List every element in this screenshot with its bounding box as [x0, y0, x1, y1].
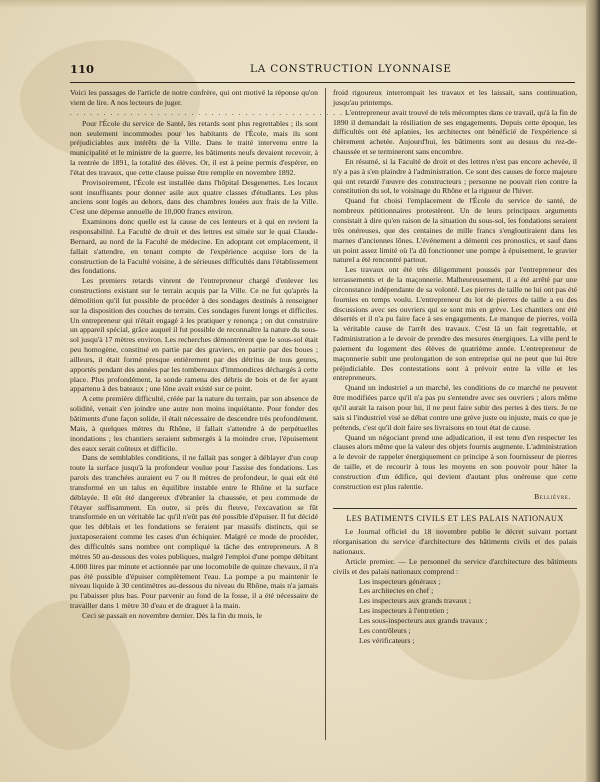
article-paragraph: L'entrepreneur avait trouvé de tels mécomptes dans ce travail, qu'à la fin de 1890 il demandait la résiliation de ses engagements. Depuis cette époque, les difficultés ont été aplanies, les architectes ont bénéficié de l'expérience si chèrement achetée. Aujourd'hui, les bâtiments sont au dessus du rez-de-chaussée et se termineront sans encombre.: [333, 107, 577, 157]
article-paragraph: Les travaux ont été très diligemment poussés par l'entrepreneur des terrassements et de la maçonnerie. Malheureusement, il a été arrêté par une circonstance indépendante de sa volonté. Les pierres de taille ne lui ont pas été fournies en temps voulu. L'entrepreneur du lot de pierres de taille a eu des discussions avec ses ouvriers qui se sont mis en grève. Les chantiers ont été désertés et il n'a pu faire face à ses engagements. Le manque de pierres, voilà la véritable cause de l'arrêt des travaux. C'est là un fait regrettable, et l'administration a le devoir de prendre des mesures énergiques. La ville perd le paiement du logement des élèves de quatrième année. L'entrepreneur de maçonnerie subit une prolongation de son entreprise qui ne peut que lui être préjudiciable. Des contestations sont à prévoir entre la ville et les entrepreneurs.: [333, 265, 577, 383]
article-paragraph: Quand un industriel a un marché, les conditions de ce marché ne peuvent être modifiées parce qu'il n'a pas pu s'entendre avec ses ouvriers ; alors même qu'il aurait la raison pour lui, il ne peut faire subir des pertes à des tiers. Je ne sais si l'industriel visé se débat contre une grève juste ou injuste, mais ce que je prétends, c'est qu'il doit faire ses livraisons en tout état de cause.: [333, 383, 577, 432]
author-signature: Bellièvre.: [534, 491, 571, 501]
article-paragraph: Les premiers retards vinrent de l'entrepreneur chargé d'enlever les constructions existant sur le terrain acquis par la Ville. Ce ne fut qu'après la démolition qu'il fut possible de procéder à des sondages destinés à renseigner sur la disposition des couches de terrain. Ces sondages furent longs et difficiles. Un entrepreneur qui n'était engagé à les pratiquer y renonça ; on dut construire un appareil spécial, grâce auquel il fut possible de reconnaître la nature du sous-sol jusqu'à 17 mètres environ. Les recherches démontrèrent que le sous-sol était peu homogène, constitué en partie par des graviers, en partie par des boues ; ailleurs, il était formé presque entièrement par des détritus de tous genres, apportés pendant des années par les tombereaux d'immondices déchargés à cette place. Plus profondément, la sonde ramena des débris de bois et de fer ayant appartenu à des bateaux ; une lône avait existé sur ce point.: [70, 276, 318, 394]
article-paragraph: Quand fut choisi l'emplacement de l'École du service de santé, de nombreux pétitionnaires protestèrent. Un de leurs principaux arguments consistait à dire qu'en raison de la situation du sous-sol, les fondations seraient très onéreuses, que des centaines de mille francs s'engloutiraient dans les marnes d'anciennes lônes. L'événement a démenti ces pronostics, et sauf dans un point assez limité où l'a dû fonctionner une pompe à épuisement, le gravier naturel a été rencontré partout.: [333, 196, 577, 265]
list-item: Les inspecteurs aux grands travaux ;: [359, 596, 472, 606]
article-paragraph: Ceci se passait en novembre dernier. Dès la fin du mois, le: [82, 610, 262, 620]
left-column: [70, 88, 354, 740]
list-item: Les inspecteurs à l'entretien ;: [359, 606, 449, 616]
article-paragraph: En résumé, si la Faculté de droit et des lettres n'est pas encore achevée, il n'y a pas à s'en plaindre à l'administration. Ce sont des causes de force majeure qui ont retardé l'œuvre des constructeurs ; personne ne pouvait rien contre la constitution du sol, le voisinage du Rhône et la rigueur de l'hiver.: [333, 156, 577, 196]
section-title: LES BATIMENTS CIVILS ET LES PALAIS NATIONAUX: [346, 514, 564, 524]
dotted-separator: ..........................................: [70, 108, 354, 117]
article-paragraph: A cette première difficulté, créée par la nature du terrain, par son absence de solidité, venait s'en joindre une autre non moins inquiétante. Pour fonder des bâtiments d'une façon solide, il était nécessaire de descendre très profondément. Mais, à quelques mètres du Rhône, il fallait s'attendre à de perpétuelles inondations ; les chantiers seraient submergés à la moindre crue, l'épuisement des eaux serait coûteux et difficile.: [70, 394, 318, 453]
section-paragraph: Le Journal officiel du 18 novembre publie le décret suivant portant réorganisation du service d'architecture des bâtiments civils et des palais nationaux.: [333, 527, 577, 556]
section-rule: [333, 508, 577, 509]
header-rule: [70, 82, 575, 83]
article-paragraph: froid rigoureux interrompait les travaux et les laissait, sans continuation, jusqu'au printemps.: [333, 88, 577, 107]
right-column: [333, 88, 577, 740]
list-item: Les architectes en chef ;: [359, 586, 434, 596]
paper-top-edge: [0, 0, 600, 8]
journal-title: LA CONSTRUCTION LYONNAISE: [250, 63, 452, 75]
personnel-list: [333, 577, 577, 646]
list-item: Les inspecteurs généraux ;: [359, 576, 441, 586]
article-paragraph: Dans de semblables conditions, il ne fallait pas songer à déblayer d'un coup toute la surface jusqu'à la profondeur voulue pour l'assise des fondations. Les parois des tranchées auraient eu 7 ou 8 mètres de profondeur, le quai eût été transformé en un talus en équilibre instable entre le Rhône et la surface déblayée. Il eût été dangereux d'ébranler la chaussée, et peu commode de l'étayer suffisamment. En outre, si près du fleuve, l'excavation se fût transformée en un véritable lac qu'il n'eût pas été possible d'épuiser. Il fut décidé que les déblais et les fondations se feraient par massifs distincts, qui se juxtaposeraient comme les cases d'un échiquier. Malgré ce mode de procéder, des difficultés sans nombre ont compliqué la tâche des entrepreneurs. A 8 mètres 50 au-dessous des voies publiques, malgré l'emploi d'une pompe débitant 4.000 litres par minute et actionnée par une locomobile de quinze chevaux, il n'a pas été possible d'épuiser complètement l'eau. La pompe a pu maintenir le niveau liquide à 30 centimètres au-dessous du niveau du Rhône, mais n'a jamais pu l'abaisser plus bas. Pour parvenir au fond de la fosse, il a été nécessaire de travailler dans 1 mètre 30 d'eau et de draguer à la main.: [70, 453, 318, 611]
section-paragraph: Article premier. — Le personnel du service d'architecture des bâtiments civils et des palais nationaux comprend :: [333, 556, 577, 576]
binding-spine: [586, 0, 600, 782]
article-paragraph: Quand un négociant prend une adjudication, il est tenu d'en respecter les clauses alors même que la valeur des objets fournis augmente. L'administration a le devoir de rappeler énergiquement ce principe à son fournisseur de pierres de taille, et de recourir à tous les moyens en son pouvoir pour hâter la construction d'un édifice, qui devient d'autant plus onéreuse que cette construction est plus ralentie.: [333, 432, 577, 491]
article-paragraph: Provisoirement, l'École est installée dans l'hôpital Desgenettes. Les locaux sont insuffisants pour donner asile aux quatre classes d'étudiants. Les plus anciens sont logés au dehors, dans des chambres louées aux frais de la Ville. C'est une dépense annuelle de 10,000 francs environ.: [70, 177, 318, 217]
list-item: Les contrôleurs ;: [359, 625, 411, 635]
list-item: Les vérificateurs ;: [359, 635, 415, 645]
column-divider: [325, 88, 326, 740]
article-paragraph: Examinons donc quelle est la cause de ces lenteurs et à qui en revient la responsabilité. La Faculté de droit et des lettres est située sur le quai Claude-Bernard, au nord de la Faculté de médecine. En adoptant cet emplacement, il fallait s'attendre, en tenant compte de l'expérience acquise lors de la construction de la Faculté voisine, à de sérieuses difficultés dans l'établissement des fondations.: [70, 217, 318, 276]
list-item: Les sous-inspecteurs aux grands travaux ;: [359, 615, 488, 625]
page-header: [70, 62, 575, 78]
article-paragraph: Pour l'École du service de Santé, les retards sont plus regrettables ; ils sont non seulement incommodes pour les habitants de l'École, mais ils sont préjudiciables aux intérêts de la Ville. Dans le traité intervenu entre la municipalité et le ministre de la guerre, les bâtiments neufs devaient recevoir, à la rentrée de 1891, la totalité des élèves. Or, il est à peine permis d'espérer, en l'état des travaux, que cette clause puisse être remplie en novembre 1892.: [70, 118, 318, 177]
page-number: 110: [70, 62, 95, 76]
intro-paragraph: Voici les passages de l'article de notre confrère, qui ont motivé la réponse qu'on vient de lire. A nos lecteurs de juger.: [70, 88, 318, 107]
